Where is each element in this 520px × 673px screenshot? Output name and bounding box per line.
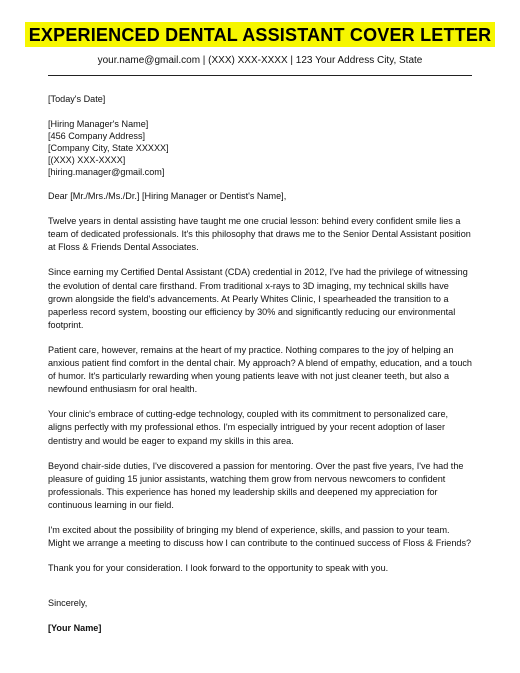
- signature-name: [Your Name]: [48, 623, 102, 634]
- paragraph-patient-care: Patient care, however, remains at the heart of my practice. Nothing compares to the joy of helping an anxious patient find comfort in the dental chair. My approach? A blend of empathy, education, and a touch of humor. It's particularly rewarding when young patients leave with not just cleaner teeth, but also a newfound enthusiasm for oral health.: [48, 344, 472, 395]
- recipient-email: [hiring.manager@gmail.com]: [48, 167, 165, 178]
- letter-body: [48, 93, 472, 647]
- paragraph-thanks: Thank you for your consideration. I look forward to the opportunity to speak with you.: [48, 563, 389, 574]
- closing: Sincerely,: [48, 598, 88, 609]
- recipient-city: [Company City, State XXXXX]: [48, 143, 169, 154]
- recipient-address: [456 Company Address]: [48, 131, 146, 142]
- salutation: Dear [Mr./Mrs./Ms./Dr.] [Hiring Manager or Dentist's Name],: [48, 191, 287, 202]
- recipient-phone: [(XXX) XXX-XXXX]: [48, 155, 126, 166]
- paragraph-credentials: Since earning my Certified Dental Assistant (CDA) credential in 2012, I've had the privilege of witnessing the evolution of dental care firsthand. From traditional x-rays to 3D imaging, my technical skills have grown alongside the field's advancements. At Pearly Whites Clinic, I spearheaded the transition to a paperless record system, boosting our efficiency by 30% and significantly reducing our environmental footprint.: [48, 267, 468, 330]
- paragraph-intro: Twelve years in dental assisting have taught me one crucial lesson: behind every confident smile lies a team of dedicated professionals. It's this philosophy that draws me to the Senior Dental Assistant position at Floss & Friends Dental Associates.: [48, 216, 471, 253]
- paragraph-clinic-fit: Your clinic's embrace of cutting-edge technology, coupled with its commitment to personalized care, aligns perfectly with my professional ethos. I'm especially intrigued by your recent adoption of laser dentistry and would be eager to expand my skills in this area.: [48, 409, 449, 446]
- paragraph-call-to-action: I'm excited about the possibility of bringing my blend of experience, skills, and passion to your team. Might we arrange a meeting to discuss how I can contribute to the continued success of Floss & Friends?: [48, 524, 472, 549]
- recipient-name: [Hiring Manager's Name]: [48, 119, 149, 130]
- page-title: EXPERIENCED DENTAL ASSISTANT COVER LETTER: [25, 22, 496, 47]
- contact-line: your.name@gmail.com | (XXX) XXX-XXXX | 123 Your Address City, State: [97, 55, 423, 66]
- paragraph-mentoring: Beyond chair-side duties, I've discovered a passion for mentoring. Over the past five years, I've had the pleasure of guiding 15 junior assistants, watching them grow from nervous newcomers to confident professionals. This experience has honed my leadership skills and deepened my appreciation for continuous learning in our field.: [48, 460, 464, 510]
- title-wrap: [0, 22, 520, 47]
- header-divider: [48, 75, 472, 76]
- letter-date: [Today's Date]: [48, 94, 106, 104]
- recipient-block: [48, 118, 472, 178]
